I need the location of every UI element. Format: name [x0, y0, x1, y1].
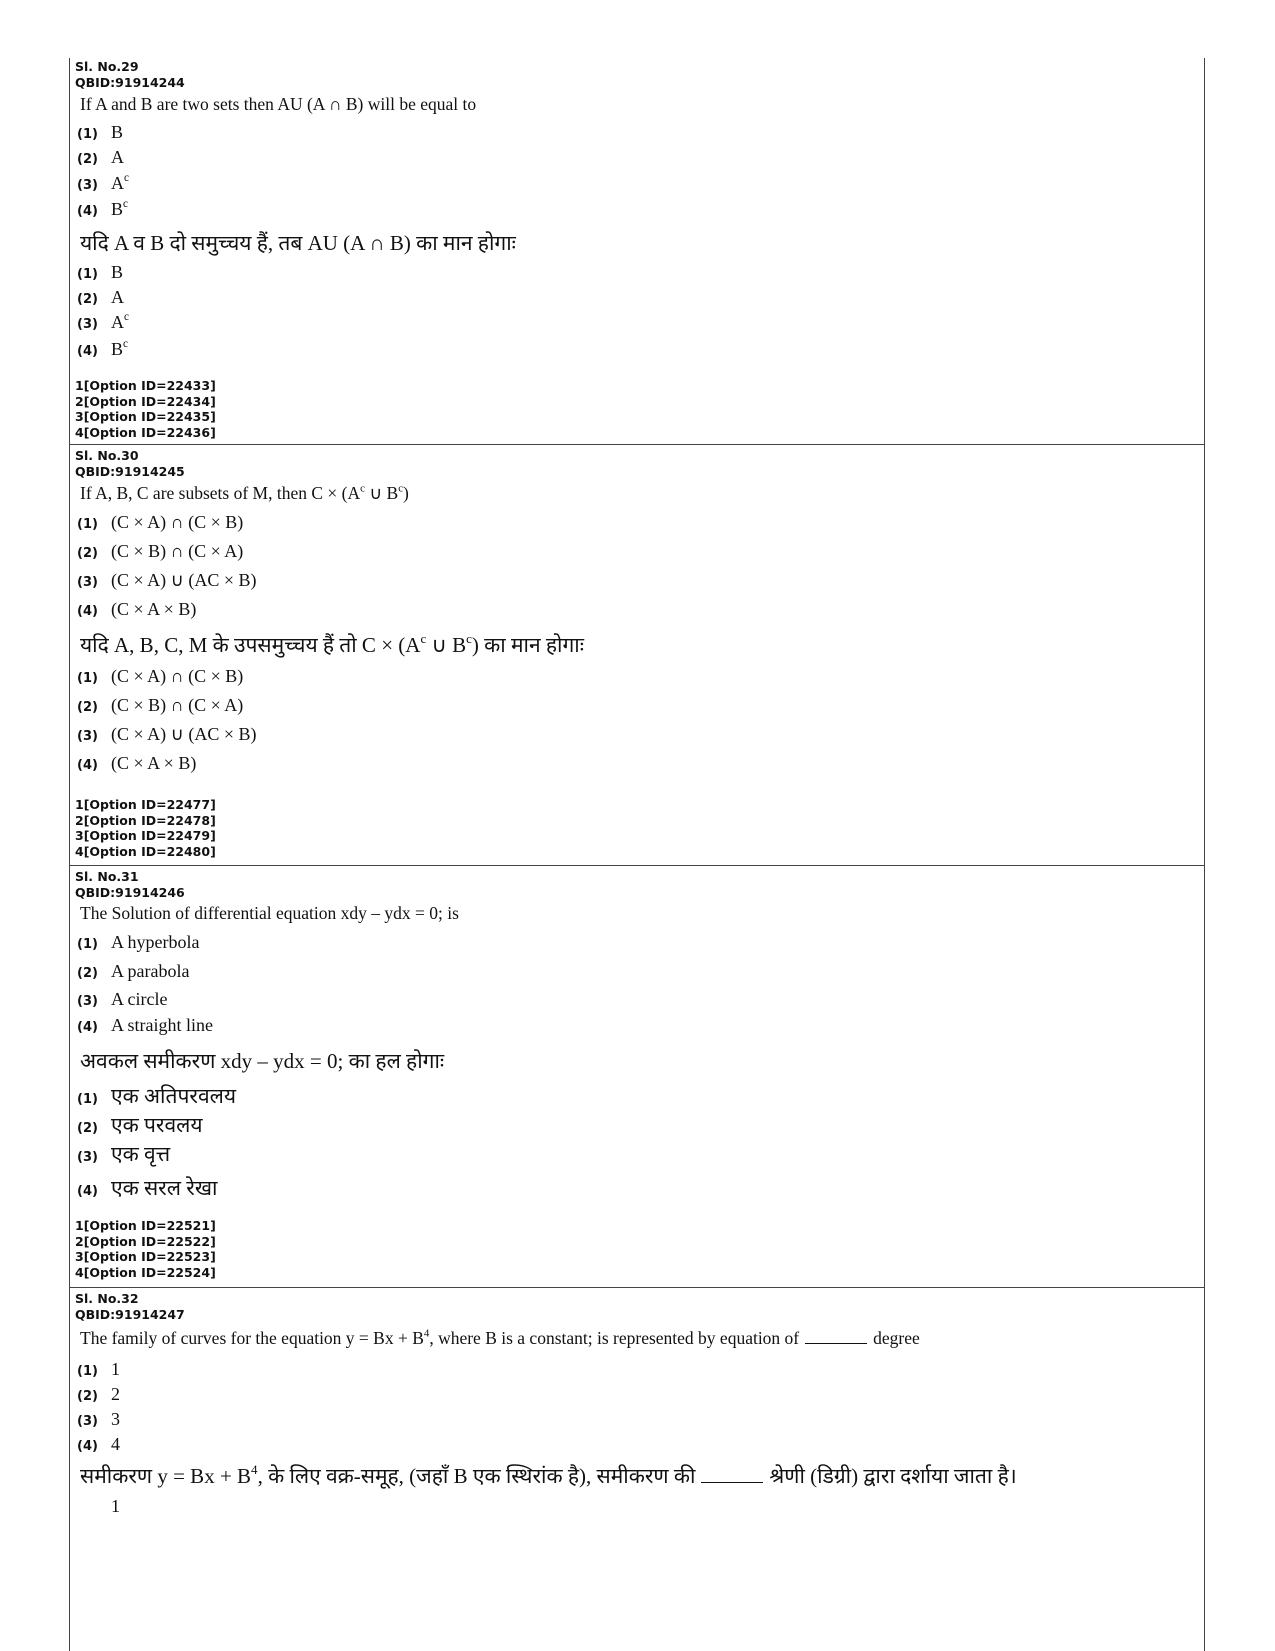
option-text: A: [111, 147, 124, 167]
option-number: (3): [77, 178, 98, 193]
option-number: (4): [77, 204, 98, 219]
option-hi-1: [77, 1082, 236, 1110]
option-id: 3[Option ID=22523]: [75, 1249, 216, 1264]
question-block-30: [70, 444, 1204, 865]
option-number: (4): [77, 1020, 98, 1035]
question-block-29: [70, 58, 1204, 444]
option-id: 3[Option ID=22435]: [75, 409, 216, 424]
option-id-list: [75, 1218, 216, 1280]
superscript: c: [124, 311, 129, 324]
option-text: (C × A) ∩ (C × B): [111, 666, 244, 686]
option-number: (1): [77, 1092, 98, 1107]
question-text-en: The family of curves for the equation $y = Bx + B^4$, where B is a constant; is represented by equation of degree: [80, 1327, 920, 1348]
question-block-32: [70, 1287, 1204, 1651]
question-text-en: If A, B, C are subsets of M, then $C \times (A^c$ ∪ $B^c$): [80, 482, 409, 503]
question-text-hi: अवकल समीकरण xdy – ydx = 0; का हल होगाः: [80, 1049, 445, 1073]
option-hi-3: [77, 724, 256, 745]
option-en-3: [77, 570, 256, 591]
option-hi-3: [77, 312, 129, 333]
option-text: (C × A) ∪ (AC × B): [111, 570, 257, 590]
option-text: 2: [111, 1384, 120, 1404]
option-en-4: [77, 599, 196, 620]
option-id: 4[Option ID=22480]: [75, 843, 216, 859]
option-hi-2: [77, 287, 124, 308]
qbid: QBID:91914244: [75, 75, 185, 90]
fill-blank: [701, 1482, 763, 1483]
question-paper-frame: [69, 58, 1205, 1651]
option-id-list: [75, 378, 216, 440]
option-id: 3[Option ID=22479]: [75, 828, 216, 843]
option-number: (2): [77, 700, 98, 715]
option-number: (3): [77, 1414, 98, 1429]
option-en-2: [77, 147, 124, 168]
option-number: (2): [77, 1121, 98, 1136]
option-hi-1: [77, 666, 243, 687]
option-text: B: [111, 339, 124, 359]
superscript: c: [123, 198, 128, 211]
option-number: (2): [77, 1389, 98, 1404]
option-text: B: [111, 199, 124, 219]
option-text: एक वृत्त: [111, 1142, 171, 1166]
option-text: A circle: [111, 989, 168, 1009]
option-number: (3): [77, 1150, 98, 1165]
option-number: (1): [77, 267, 98, 282]
option-number: (3): [77, 575, 98, 590]
option-text: (C × A × B): [111, 753, 197, 773]
option-number: (4): [77, 604, 98, 619]
option-text: A: [111, 173, 124, 193]
question-text-en: If A and B are two sets then AU (A ∩ B) will be equal to: [80, 94, 477, 114]
option-text: A hyperbola: [111, 932, 200, 952]
option-hi-4: [77, 753, 196, 774]
option-number: (3): [77, 317, 98, 332]
option-en-3: [77, 989, 167, 1010]
superscript: c: [123, 338, 128, 351]
option-text: B: [111, 262, 124, 282]
qbid: QBID:91914247: [75, 1307, 185, 1322]
option-hi-2: [77, 695, 243, 716]
option-text: एक अतिपरवलय: [111, 1084, 237, 1108]
option-number: (3): [77, 994, 98, 1009]
option-en-4: [77, 1015, 213, 1036]
question-text-hi: यदि A, B, C, M के उपसमुच्चय हैं तो $C \times (A^c$ ∪ $B^c$) का मान होगाः: [80, 630, 584, 657]
option-number: (4): [77, 1439, 98, 1454]
option-number: (1): [77, 671, 98, 686]
option-number: (2): [77, 292, 98, 307]
question-meta: [70, 59, 185, 91]
question-text-en: The Solution of differential equation xdy – ydx = 0; is: [80, 903, 459, 923]
question-meta: [70, 869, 185, 901]
option-hi-3: [77, 1140, 170, 1168]
option-text: A straight line: [111, 1015, 213, 1035]
option-en-1: [77, 932, 199, 953]
option-text: A: [111, 312, 124, 332]
option-number: (1): [77, 937, 98, 952]
option-text: (C × A) ∩ (C × B): [111, 512, 244, 532]
option-text: 1: [111, 1496, 120, 1516]
option-text: A parabola: [111, 961, 190, 981]
question-meta: [70, 1291, 185, 1323]
option-id: 4[Option ID=22524]: [75, 1264, 216, 1280]
serial-number: Sl. No.31: [75, 869, 139, 884]
option-number: (2): [77, 966, 98, 981]
option-text: A: [111, 287, 124, 307]
option-en-4: [77, 199, 128, 220]
question-text-hi: समीकरण $y = Bx + B^4$, के लिए वक्र-समूह, (जहाँ B एक स्थिरांक है), समीकरण की श्रेणी (डिग्री) द्वारा दर्शाया जाता है।: [80, 1461, 1017, 1488]
option-text: 1: [111, 1359, 120, 1379]
option-number: (4): [77, 344, 98, 359]
option-number: (1): [77, 127, 98, 142]
option-id: 2[Option ID=22434]: [75, 393, 216, 409]
question-block-31: [70, 865, 1204, 1287]
serial-number: Sl. No.32: [75, 1291, 139, 1306]
option-hi-4: [77, 339, 128, 360]
serial-number: Sl. No.29: [75, 59, 139, 74]
option-en-1: [77, 122, 123, 143]
option-number: (1): [77, 1364, 98, 1379]
option-id: 2[Option ID=22522]: [75, 1233, 216, 1249]
option-hi-partial: [111, 1496, 120, 1517]
option-text: (C × B) ∩ (C × A): [111, 695, 244, 715]
qbid: QBID:91914246: [75, 885, 185, 900]
option-text: (C × A × B): [111, 599, 197, 619]
option-id: 1[Option ID=22433]: [75, 378, 216, 393]
option-text: 3: [111, 1409, 120, 1429]
question-text-hi: यदि A व B दो समुच्चय हैं, तब AU (A ∩ B) का मान होगाः: [80, 231, 516, 255]
option-id: 4[Option ID=22436]: [75, 424, 216, 440]
fill-blank: [805, 1343, 867, 1344]
option-id: 1[Option ID=22521]: [75, 1218, 216, 1233]
option-en-3: [77, 1409, 120, 1430]
option-en-3: [77, 173, 129, 194]
option-id: 1[Option ID=22477]: [75, 797, 216, 812]
option-en-2: [77, 541, 243, 562]
superscript: c: [124, 172, 129, 185]
option-text: एक सरल रेखा: [111, 1176, 218, 1200]
option-hi-4: [77, 1174, 217, 1202]
option-number: (3): [77, 729, 98, 744]
option-id: 2[Option ID=22478]: [75, 812, 216, 828]
option-text: (C × A) ∪ (AC × B): [111, 724, 257, 744]
option-text: 4: [111, 1434, 120, 1454]
option-hi-2: [77, 1111, 203, 1139]
option-number: (1): [77, 517, 98, 532]
option-hi-1: [77, 262, 123, 283]
option-en-2: [77, 1384, 120, 1405]
option-id-list: [75, 797, 216, 859]
serial-number: Sl. No.30: [75, 448, 139, 463]
option-en-4: [77, 1434, 120, 1455]
option-en-1: [77, 512, 243, 533]
question-meta: [70, 448, 185, 480]
option-number: (2): [77, 152, 98, 167]
option-en-2: [77, 961, 189, 982]
option-text: (C × B) ∩ (C × A): [111, 541, 244, 561]
option-text: एक परवलय: [111, 1113, 203, 1137]
option-number: (2): [77, 546, 98, 561]
option-text: B: [111, 122, 124, 142]
option-en-1: [77, 1359, 120, 1380]
qbid: QBID:91914245: [75, 464, 185, 479]
option-number: (4): [77, 758, 98, 773]
option-number: (4): [77, 1184, 98, 1199]
